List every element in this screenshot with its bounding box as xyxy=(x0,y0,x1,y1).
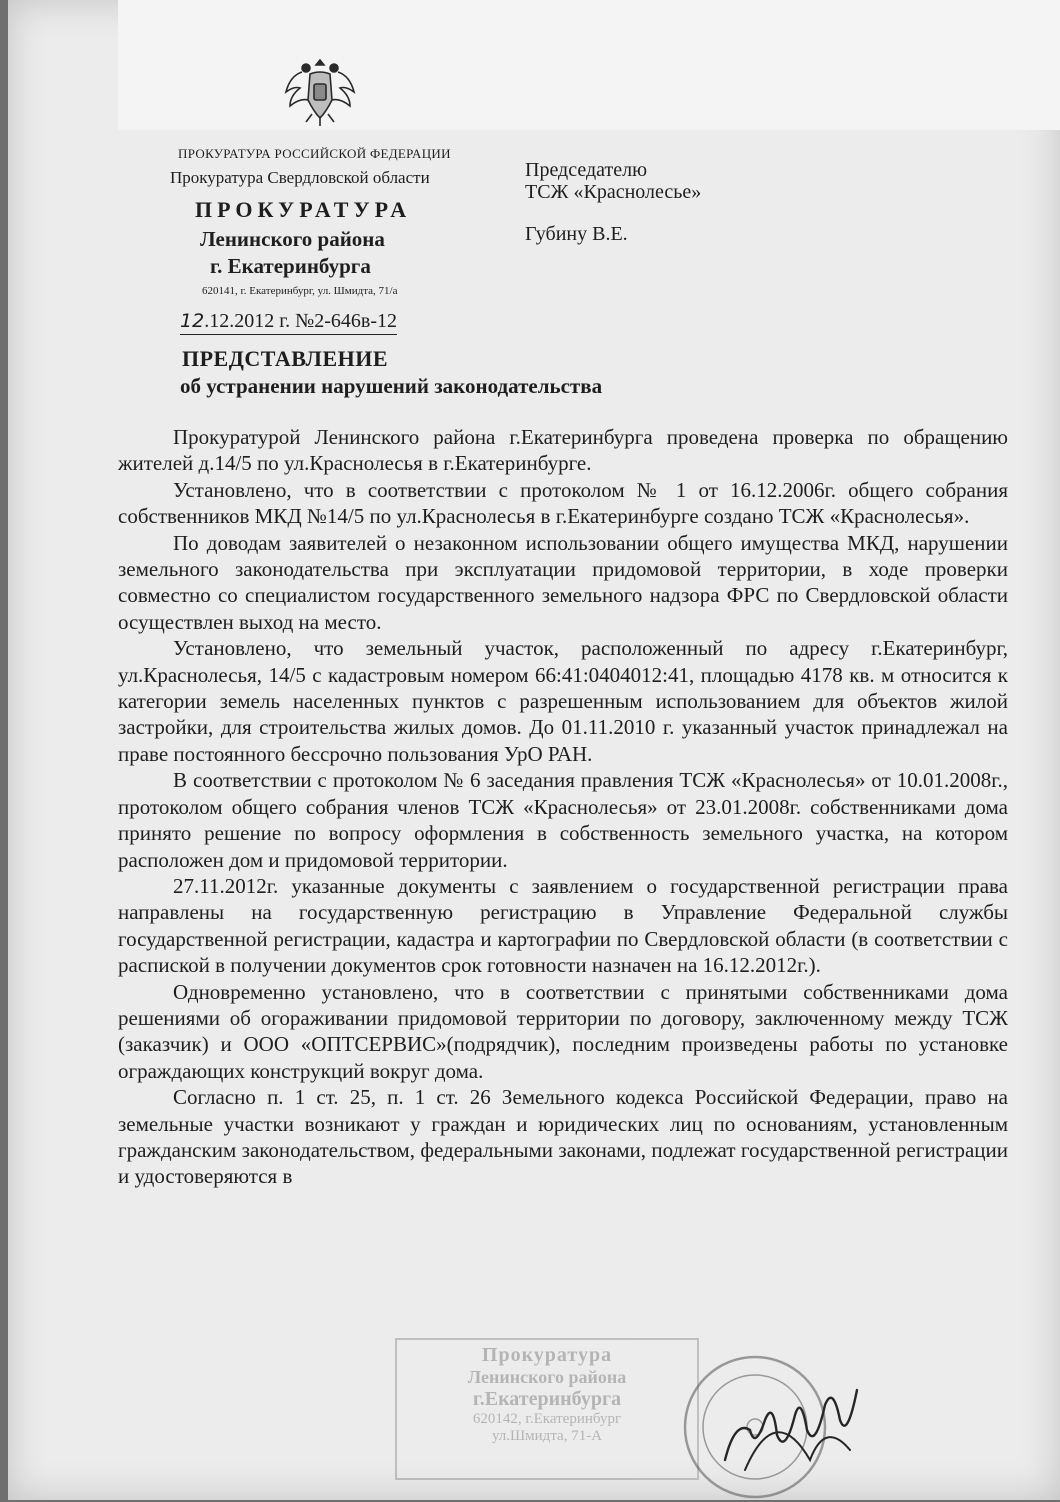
registration-number xyxy=(180,310,397,335)
handwritten-signature-icon xyxy=(715,1360,865,1480)
office-address: 620141, г. Екатеринбург, ул. Шмидта, 71/а xyxy=(202,285,398,297)
office-district: Ленинского района xyxy=(200,227,385,251)
office-city: г. Екатеринбурга xyxy=(210,254,371,278)
office-title: ПРОКУРАТУРА xyxy=(195,197,412,222)
document-type: ПРЕДСТАВЛЕНИЕ xyxy=(182,346,389,371)
stamp-line: Прокуратура xyxy=(481,1344,613,1366)
registration-day: 12 xyxy=(180,310,205,332)
regional-office-name: Прокуратура Свердловской области xyxy=(170,168,430,187)
addressee-organization: ТСЖ «Краснолесье» xyxy=(525,181,702,203)
addressee-position: Председателю xyxy=(525,159,648,181)
stamp-line: Ленинского района xyxy=(467,1367,627,1387)
body-paragraph: Согласно п. 1 ст. 25, п. 1 ст. 26 Земельного кодекса Российской Федерации, право на земельные участки возникают у граждан и юридических лиц по основаниям, установленным гражданским законодательством, федеральными законами, подлежат государственной регистрации и удостоверяются в xyxy=(118,1085,1008,1189)
double-headed-eagle-icon xyxy=(280,52,360,128)
addressee-name: Губину В.Е. xyxy=(525,223,628,245)
body-paragraph: По доводам заявителей о незаконном использовании общего имущества МКД, нарушении земельного законодательства при эксплуатации придомовой территории, в ходе проверки совместно со специалистом государственного земельного надзора ФРС по Свердловской области осуществлен выход на место. xyxy=(118,530,1008,634)
registration-rest: .12.2012 г. №2-646в-12 xyxy=(204,310,397,332)
office-stamp xyxy=(395,1338,699,1480)
document-body xyxy=(118,424,1008,1190)
document-subject: об устранении нарушений законодательства xyxy=(180,374,603,398)
stamp-line: ул.Шмидта, 71-А xyxy=(491,1428,603,1444)
federal-office-name: ПРОКУРАТУРА РОССИЙСКОЙ ФЕДЕРАЦИИ xyxy=(178,146,451,161)
body-paragraph: Прокуратурой Ленинского района г.Екатеринбурга проведена проверка по обращению жителей д.14/5 по ул.Краснолесья в г.Екатеринбурге. xyxy=(118,425,1008,476)
body-paragraph: Установлено, что в соответствии с протоколом № 1 от 16.12.2006г. общего собрания собственников МКД №14/5 по ул.Краснолесья в г.Екатеринбурге создано ТСЖ «Краснолесья». xyxy=(118,477,1008,529)
body-paragraph: Одновременно установлено, что в соответствии с принятыми собственниками дома решениями об огораживании придомовой территории по договору, заключенному между ТСЖ (заказчик) и ООО «ОПТСЕРВИС»(подрядчик), последним произведены работы по установке ограждающих конструкций вокруг дома. xyxy=(118,979,1008,1083)
stamp-line: г.Екатеринбурга xyxy=(472,1388,622,1410)
page-top-sheet xyxy=(118,0,1060,130)
stamp-line: 620142, г.Екатеринбург xyxy=(472,1411,622,1427)
body-paragraph: Установлено, что земельный участок, расположенный по адресу г.Екатеринбург, ул.Краснолесья, 14/5 с кадастровым номером 66:41:0404012:41, площадью 4178 кв. м относится к категории земель населенных пунктов с разрешенным использованием для объектов жилой застройки, для строительства жилых домов. До 01.11.2010 г. указанный участок принадлежал на праве постоянного бессрочно пользования УрО РАН. xyxy=(118,636,1008,766)
body-paragraph: 27.11.2012г. указанные документы с заявлением о государственной регистрации права направлены на государственную регистрацию в Управление Федеральной службы государственной регистрации, кадастра и картографии по Свердловской области (в соответствии с распиской в получении документов срок готовности назначен на 16.12.2012г.). xyxy=(118,873,1008,978)
body-paragraph: В соответствии с протоколом № 6 заседания правления ТСЖ «Краснолесья» от 10.01.2008г., протоколом общего собрания членов ТСЖ «Краснолесья» от 23.01.2008г. собственниками дома принято решение по вопросу оформления в собственность земельного участка, на котором расположен дом и придомовой территории. xyxy=(118,768,1008,872)
